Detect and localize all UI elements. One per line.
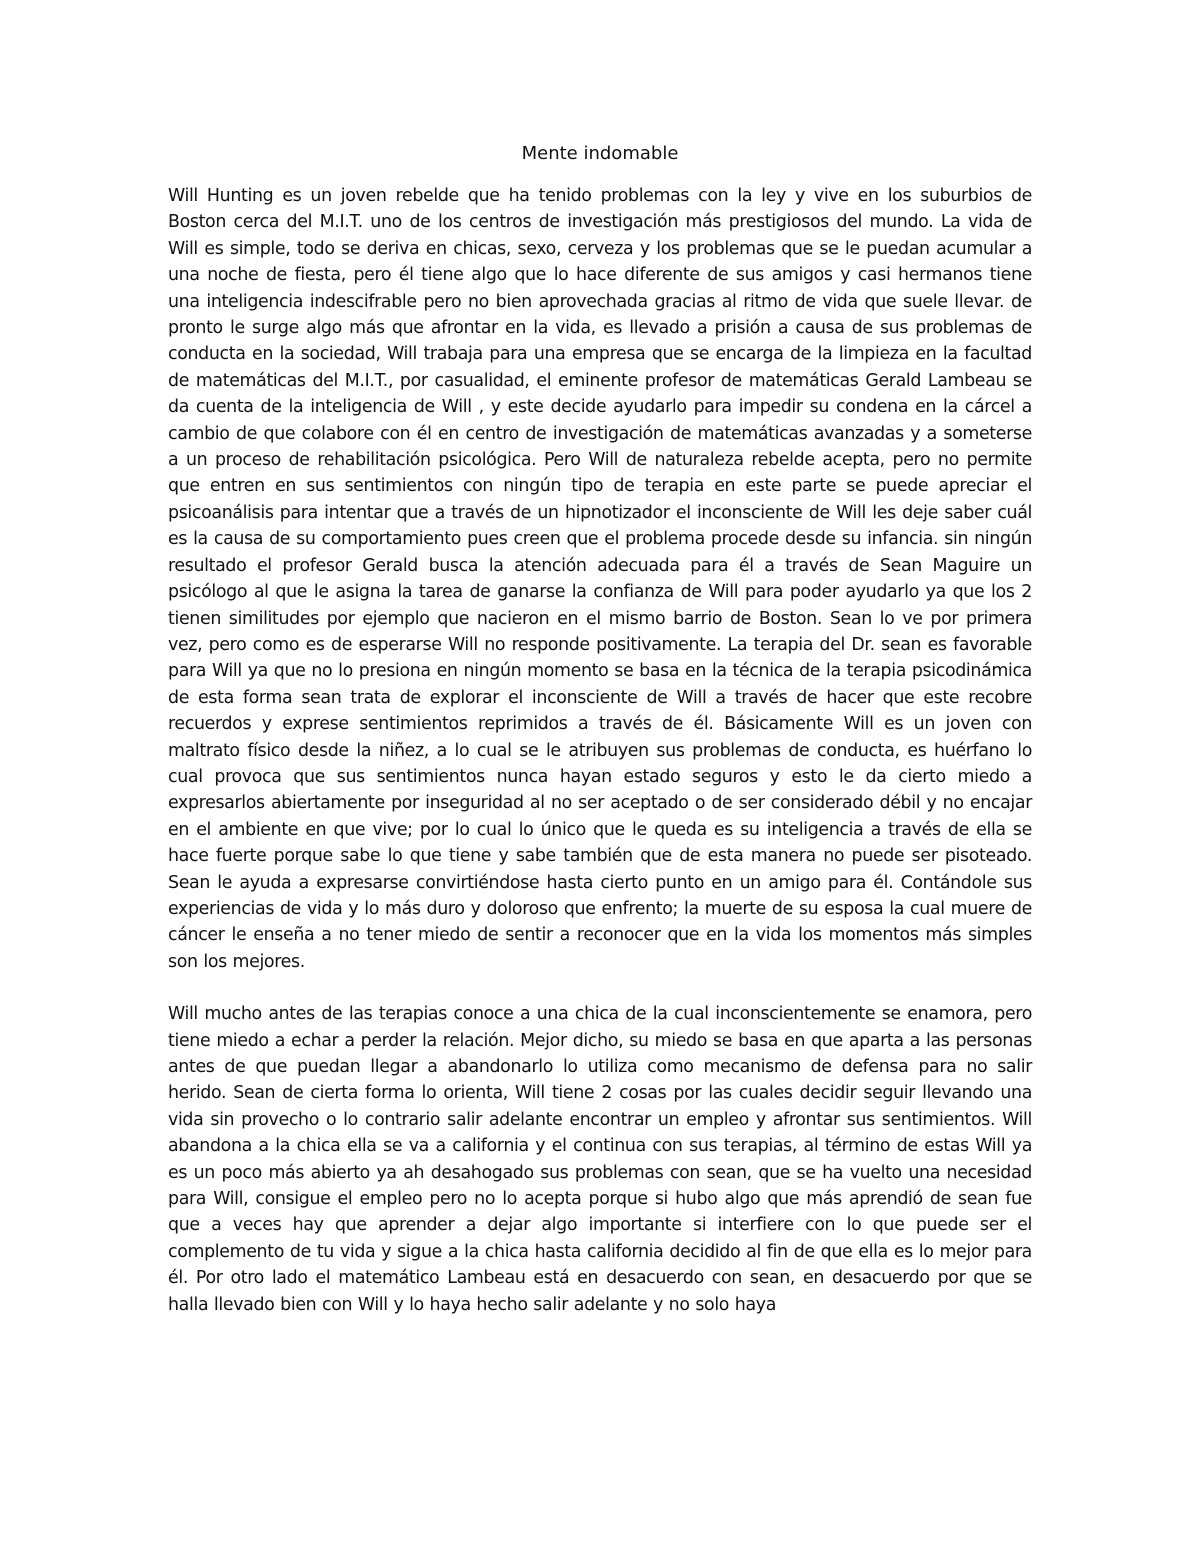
document-body — [168, 183, 1032, 1318]
document-title: Mente indomable — [521, 143, 679, 164]
body-paragraph: Will mucho antes de las terapias conoce a una chica de la cual inconscientemente se enamora, pero tiene miedo a echar a perder la relación. Mejor dicho, su miedo se basa en que aparta a las personas antes de que puedan llegar a abandonarlo lo utiliza como mecanismo de defensa para no salir herido. Sean de cierta forma lo orienta, Will tiene 2 cosas por las cuales decidir seguir llevando una vida sin provecho o lo contrario salir adelante encontrar un empleo y afrontar sus sentimientos. Will abandona a la chica ella se va a california y el continua con sus terapias, al término de estas Will ya es un poco más abierto ya ah desahogado sus problemas con sean, que se ha vuelto una necesidad para Will, consigue el empleo pero no lo acepta porque si hubo algo que más aprendió de sean fue que a veces hay que aprender a dejar algo importante si interfiere con lo que puede ser el complemento de tu vida y sigue a la chica hasta california decidido al fin de que ella es lo mejor para él. Por otro lado el matemático Lambeau está en desacuerdo con sean, en desacuerdo por que se halla llevado bien con Will y lo haya hecho salir adelante y no solo haya — [168, 1004, 1032, 1315]
body-paragraph: Will Hunting es un joven rebelde que ha tenido problemas con la ley y vive en los suburbios de Boston cerca del M.I.T. uno de los centros de investigación más prestigiosos del mundo. La vida de Will es simple, todo se deriva en chicas, sexo, cerveza y los problemas que se le puedan acumular a una noche de fiesta, pero él tiene algo que lo hace diferente de sus amigos y casi hermanos tiene una inteligencia indescifrable pero no bien aprovechada gracias al ritmo de vida que suele llevar. de pronto le surge algo más que afrontar en la vida, es llevado a prisión a causa de sus problemas de conducta en la sociedad, Will trabaja para una empresa que se encarga de la limpieza en la facultad de matemáticas del M.I.T., por casualidad, el eminente profesor de matemáticas Gerald Lambeau se da cuenta de la inteligencia de Will , y este decide ayudarlo para impedir su condena en la cárcel a cambio de que colabore con él en centro de investigación de matemáticas avanzadas y a someterse a un proceso de rehabilitación psicológica. Pero Will de naturaleza rebelde acepta, pero no permite que entren en sus sentimientos con ningún tipo de terapia en este parte se puede apreciar el psicoanálisis para intentar que a través de un hipnotizador el inconsciente de Will les deje saber cuál es la causa de su comportamiento pues creen que el problema procede desde su infancia. sin ningún resultado el profesor Gerald busca la atención adecuada para él a través de Sean Maguire un psicólogo al que le asigna la tarea de ganarse la confianza de Will para poder ayudarlo ya que los 2 tienen similitudes por ejemplo que nacieron en el mismo barrio de Boston. Sean lo ve por primera vez, pero como es de esperarse Will no responde positivamente. La terapia del Dr. sean es favorable para Will ya que no lo presiona en ningún momento se basa en la técnica de la terapia psicodinámica de esta forma sean trata de explorar el inconsciente de Will a través de hacer que este recobre recuerdos y exprese sentimientos reprimidos a través de él. Básicamente Will es un joven con maltrato físico desde la niñez, a lo cual se le atribuyen sus problemas de conducta, es huérfano lo cual provoca que sus sentimientos nunca hayan estado seguros y esto le da cierto miedo a expresarlos abiertamente por inseguridad al no ser aceptado o de ser considerado débil y no encajar en el ambiente en que vive; por lo cual lo único que le queda es su inteligencia a través de ella se hace fuerte porque sabe lo que tiene y sabe también que de esta manera no puede ser pisoteado. Sean le ayuda a expresarse convirtiéndose hasta cierto punto en un amigo para él. Contándole sus experiencias de vida y lo más duro y doloroso que enfrento; la muerte de su esposa la cual muere de cáncer le enseña a no tener miedo de sentir a reconocer que en la vida los momentos más simples son los mejores. — [168, 186, 1032, 972]
